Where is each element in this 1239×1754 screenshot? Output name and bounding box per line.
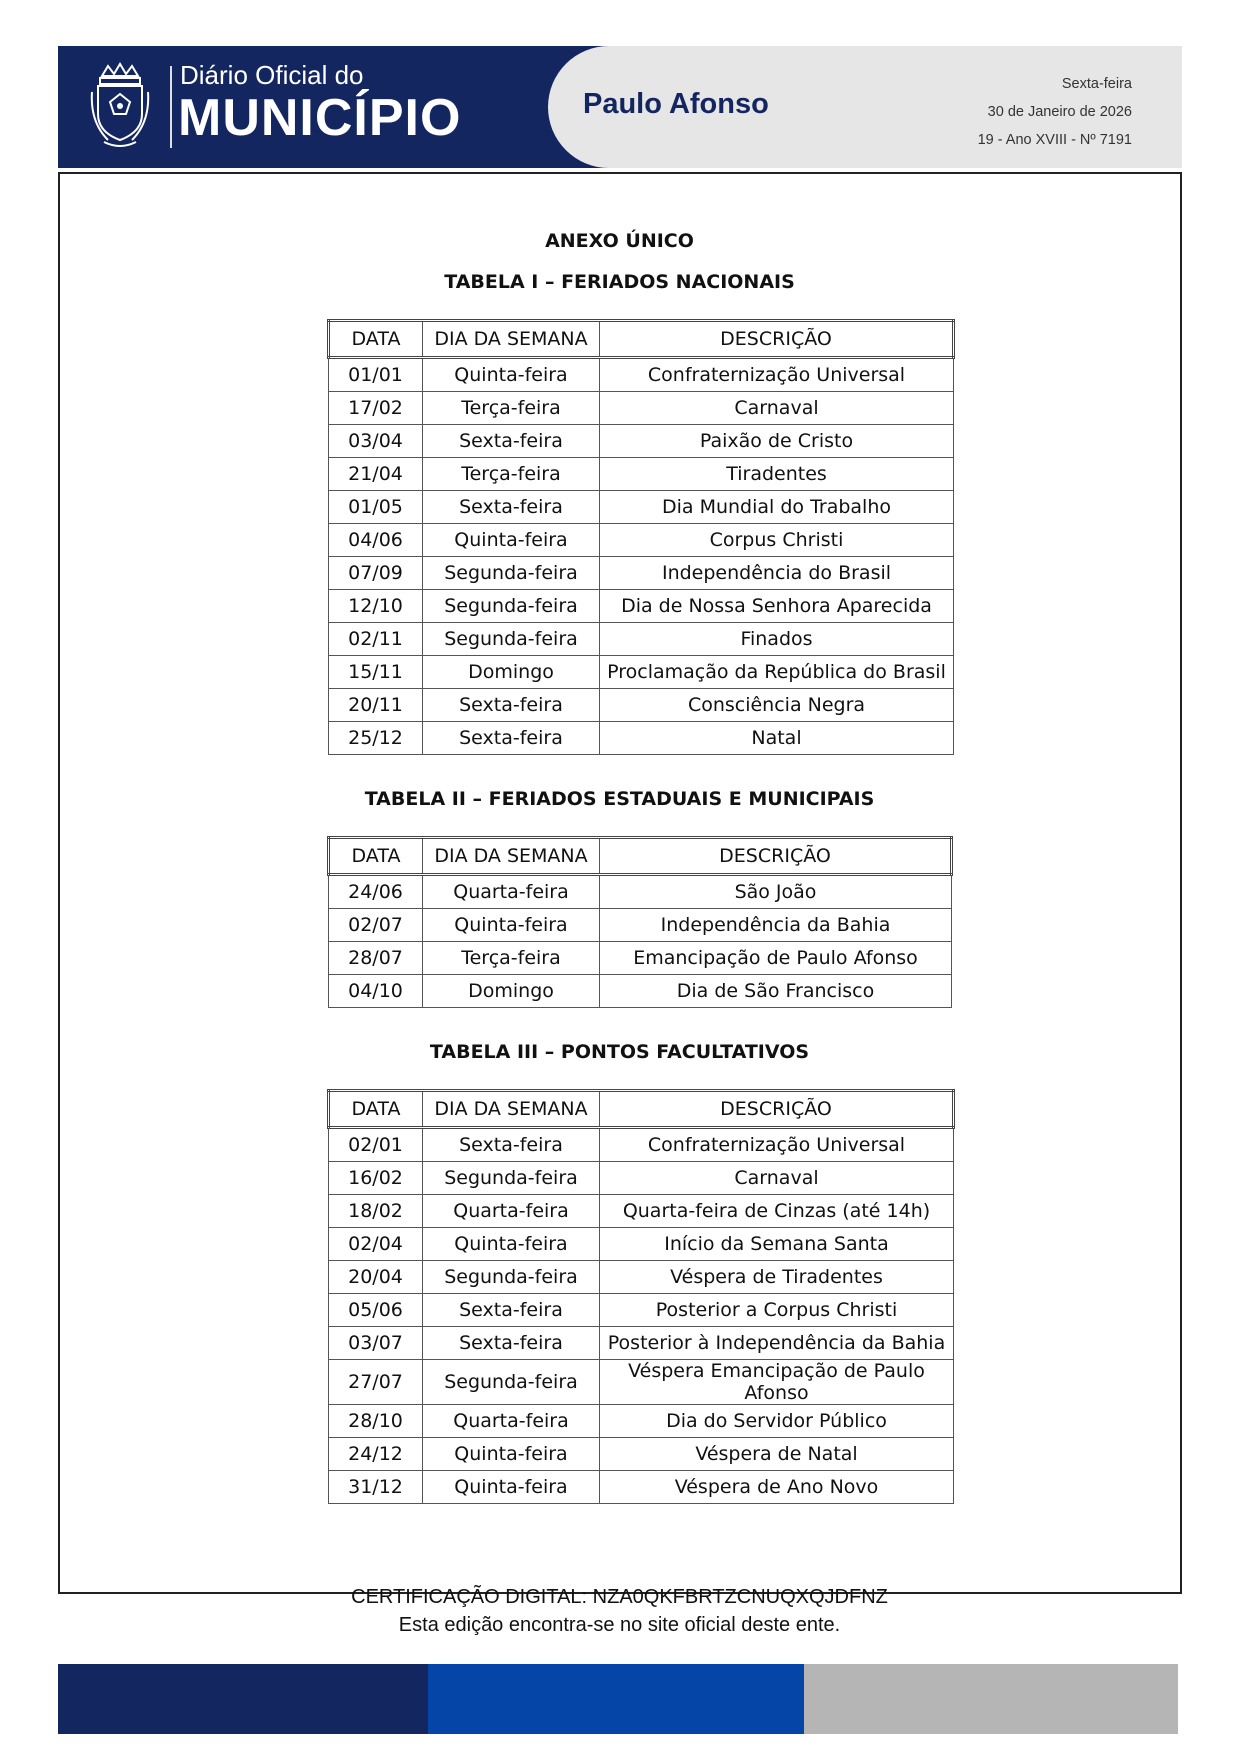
cell-date: 24/12 bbox=[329, 1438, 423, 1471]
cell-weekday: Sexta-feira bbox=[423, 722, 600, 755]
table-row bbox=[329, 1228, 954, 1261]
table-row bbox=[329, 1162, 954, 1195]
cell-description: Início da Semana Santa bbox=[600, 1228, 954, 1261]
cell-description: Véspera de Natal bbox=[600, 1438, 954, 1471]
cell-weekday: Segunda-feira bbox=[423, 590, 600, 623]
cell-description: Consciência Negra bbox=[600, 689, 954, 722]
cell-weekday: Sexta-feira bbox=[423, 1294, 600, 1327]
table-row bbox=[329, 975, 952, 1008]
page-header bbox=[58, 46, 1182, 168]
cell-description: Natal bbox=[600, 722, 954, 755]
cell-date: 28/10 bbox=[329, 1405, 423, 1438]
table-row bbox=[329, 1294, 954, 1327]
brand-divider bbox=[170, 66, 172, 148]
cell-date: 24/06 bbox=[329, 875, 423, 909]
cell-weekday: Quarta-feira bbox=[423, 1195, 600, 1228]
annex-title: ANEXO ÚNICO bbox=[545, 230, 694, 252]
cell-weekday: Sexta-feira bbox=[423, 1327, 600, 1360]
cell-date: 02/07 bbox=[329, 909, 423, 942]
table-row bbox=[329, 1405, 954, 1438]
cell-weekday: Quinta-feira bbox=[423, 909, 600, 942]
cell-description: Dia de São Francisco bbox=[600, 975, 952, 1008]
cell-weekday: Sexta-feira bbox=[423, 425, 600, 458]
table-row bbox=[329, 623, 954, 656]
cell-weekday: Segunda-feira bbox=[423, 1360, 600, 1405]
table-feriados-nacionais bbox=[327, 319, 955, 755]
table-row bbox=[329, 425, 954, 458]
table-header-row bbox=[329, 838, 952, 875]
cell-date: 05/06 bbox=[329, 1294, 423, 1327]
header-date: DATA bbox=[329, 1091, 423, 1128]
cell-description: Carnaval bbox=[600, 1162, 954, 1195]
cell-description: Dia Mundial do Trabalho bbox=[600, 491, 954, 524]
cell-date: 01/05 bbox=[329, 491, 423, 524]
table-row bbox=[329, 875, 952, 909]
table-row bbox=[329, 557, 954, 590]
city-name: Paulo Afonso bbox=[583, 88, 769, 120]
cell-date: 21/04 bbox=[329, 458, 423, 491]
cell-weekday: Quinta-feira bbox=[423, 1471, 600, 1504]
cell-description: Paixão de Cristo bbox=[600, 425, 954, 458]
table-row bbox=[329, 358, 954, 392]
header-weekday: DIA DA SEMANA bbox=[423, 321, 600, 358]
cell-date: 12/10 bbox=[329, 590, 423, 623]
table-row bbox=[329, 689, 954, 722]
cell-date: 25/12 bbox=[329, 722, 423, 755]
table-row bbox=[329, 909, 952, 942]
cell-weekday: Quinta-feira bbox=[423, 1228, 600, 1261]
table-row bbox=[329, 1471, 954, 1504]
footer-bar-gray bbox=[804, 1664, 1178, 1734]
cell-weekday: Terça-feira bbox=[423, 392, 600, 425]
cell-description: Tiradentes bbox=[600, 458, 954, 491]
cell-weekday: Sexta-feira bbox=[423, 491, 600, 524]
table-row bbox=[329, 524, 954, 557]
cell-description: Proclamação da República do Brasil bbox=[600, 656, 954, 689]
table-1-title: TABELA I – FERIADOS NACIONAIS bbox=[444, 271, 795, 293]
header-description: DESCRIÇÃO bbox=[600, 1091, 954, 1128]
cell-description: Posterior a Corpus Christi bbox=[600, 1294, 954, 1327]
brand-block bbox=[58, 46, 608, 168]
table-row bbox=[329, 1128, 954, 1162]
issue-date: 30 de Janeiro de 2026 bbox=[987, 104, 1132, 120]
cell-description: Carnaval bbox=[600, 392, 954, 425]
cell-weekday: Domingo bbox=[423, 656, 600, 689]
cell-description: Posterior à Independência da Bahia bbox=[600, 1327, 954, 1360]
cell-date: 31/12 bbox=[329, 1471, 423, 1504]
cell-description: Independência da Bahia bbox=[600, 909, 952, 942]
table-row bbox=[329, 722, 954, 755]
cell-description: Emancipação de Paulo Afonso bbox=[600, 942, 952, 975]
cell-weekday: Terça-feira bbox=[423, 458, 600, 491]
table-header-row bbox=[329, 1091, 954, 1128]
cell-description: São João bbox=[600, 875, 952, 909]
issue-weekday: Sexta-feira bbox=[1061, 76, 1132, 92]
cell-date: 28/07 bbox=[329, 942, 423, 975]
cell-description: Confraternização Universal bbox=[600, 1128, 954, 1162]
cell-description: Finados bbox=[600, 623, 954, 656]
cell-weekday: Segunda-feira bbox=[423, 1162, 600, 1195]
footer-bar-navy bbox=[58, 1664, 428, 1734]
cell-date: 04/06 bbox=[329, 524, 423, 557]
cell-weekday: Terça-feira bbox=[423, 942, 600, 975]
edition-note: Esta edição encontra-se no site oficial deste ente. bbox=[398, 1614, 841, 1636]
cell-weekday: Quinta-feira bbox=[423, 358, 600, 392]
footer-bar-blue bbox=[428, 1664, 804, 1734]
cell-date: 03/04 bbox=[329, 425, 423, 458]
cell-description: Dia do Servidor Público bbox=[600, 1405, 954, 1438]
cell-date: 04/10 bbox=[329, 975, 423, 1008]
cell-date: 17/02 bbox=[329, 392, 423, 425]
cell-date: 07/09 bbox=[329, 557, 423, 590]
cell-weekday: Quarta-feira bbox=[423, 875, 600, 909]
cell-weekday: Segunda-feira bbox=[423, 1261, 600, 1294]
municipal-crest-icon bbox=[88, 62, 152, 148]
table-3-title: TABELA III – PONTOS FACULTATIVOS bbox=[429, 1041, 810, 1063]
cell-description: Independência do Brasil bbox=[600, 557, 954, 590]
cell-date: 20/04 bbox=[329, 1261, 423, 1294]
cell-date: 27/07 bbox=[329, 1360, 423, 1405]
table-row bbox=[329, 1261, 954, 1294]
cell-date: 02/01 bbox=[329, 1128, 423, 1162]
issue-edition: 19 - Ano XVIII - Nº 7191 bbox=[977, 132, 1132, 148]
cell-description: Véspera de Tiradentes bbox=[600, 1261, 954, 1294]
table-row bbox=[329, 1327, 954, 1360]
header-date: DATA bbox=[329, 838, 423, 875]
table-row bbox=[329, 1360, 954, 1405]
table-row bbox=[329, 1438, 954, 1471]
header-date: DATA bbox=[329, 321, 423, 358]
issue-info bbox=[978, 70, 1132, 154]
header-description: DESCRIÇÃO bbox=[600, 321, 954, 358]
cell-weekday: Sexta-feira bbox=[423, 1128, 600, 1162]
table-row bbox=[329, 656, 954, 689]
cell-date: 03/07 bbox=[329, 1327, 423, 1360]
table-pontos-facultativos bbox=[327, 1089, 955, 1504]
cell-description: Quarta-feira de Cinzas (até 14h) bbox=[600, 1195, 954, 1228]
cell-date: 02/11 bbox=[329, 623, 423, 656]
header-weekday: DIA DA SEMANA bbox=[423, 838, 600, 875]
header-description: DESCRIÇÃO bbox=[600, 838, 952, 875]
cell-weekday: Segunda-feira bbox=[423, 623, 600, 656]
table-header-row bbox=[329, 321, 954, 358]
cell-weekday: Domingo bbox=[423, 975, 600, 1008]
cell-description: Véspera de Ano Novo bbox=[600, 1471, 954, 1504]
cell-date: 02/04 bbox=[329, 1228, 423, 1261]
digital-certification: CERTIFICAÇÃO DIGITAL: NZA0QKFBRTZCNUQXQJDFNZ bbox=[351, 1586, 888, 1608]
table-row bbox=[329, 392, 954, 425]
header-weekday: DIA DA SEMANA bbox=[423, 1091, 600, 1128]
table-2-title: TABELA II – FERIADOS ESTADUAIS E MUNICIPAIS bbox=[364, 788, 875, 810]
cell-weekday: Quinta-feira bbox=[423, 1438, 600, 1471]
table-row bbox=[329, 458, 954, 491]
cell-date: 20/11 bbox=[329, 689, 423, 722]
cell-description: Corpus Christi bbox=[600, 524, 954, 557]
cell-description: Confraternização Universal bbox=[600, 358, 954, 392]
cell-date: 15/11 bbox=[329, 656, 423, 689]
cell-weekday: Segunda-feira bbox=[423, 557, 600, 590]
table-row bbox=[329, 942, 952, 975]
cell-weekday: Quinta-feira bbox=[423, 524, 600, 557]
table-row bbox=[329, 590, 954, 623]
table-feriados-estaduais-municipais bbox=[327, 836, 953, 1008]
table-row bbox=[329, 1195, 954, 1228]
cell-weekday: Sexta-feira bbox=[423, 689, 600, 722]
brand-title-line2: MUNICÍPIO bbox=[178, 89, 462, 147]
cell-date: 18/02 bbox=[329, 1195, 423, 1228]
brand-title-line1: Diário Oficial do bbox=[180, 60, 364, 90]
cell-date: 01/01 bbox=[329, 358, 423, 392]
table-row bbox=[329, 491, 954, 524]
cell-description: Véspera Emancipação de Paulo Afonso bbox=[600, 1360, 954, 1405]
cell-weekday: Quarta-feira bbox=[423, 1405, 600, 1438]
cell-description: Dia de Nossa Senhora Aparecida bbox=[600, 590, 954, 623]
cell-date: 16/02 bbox=[329, 1162, 423, 1195]
